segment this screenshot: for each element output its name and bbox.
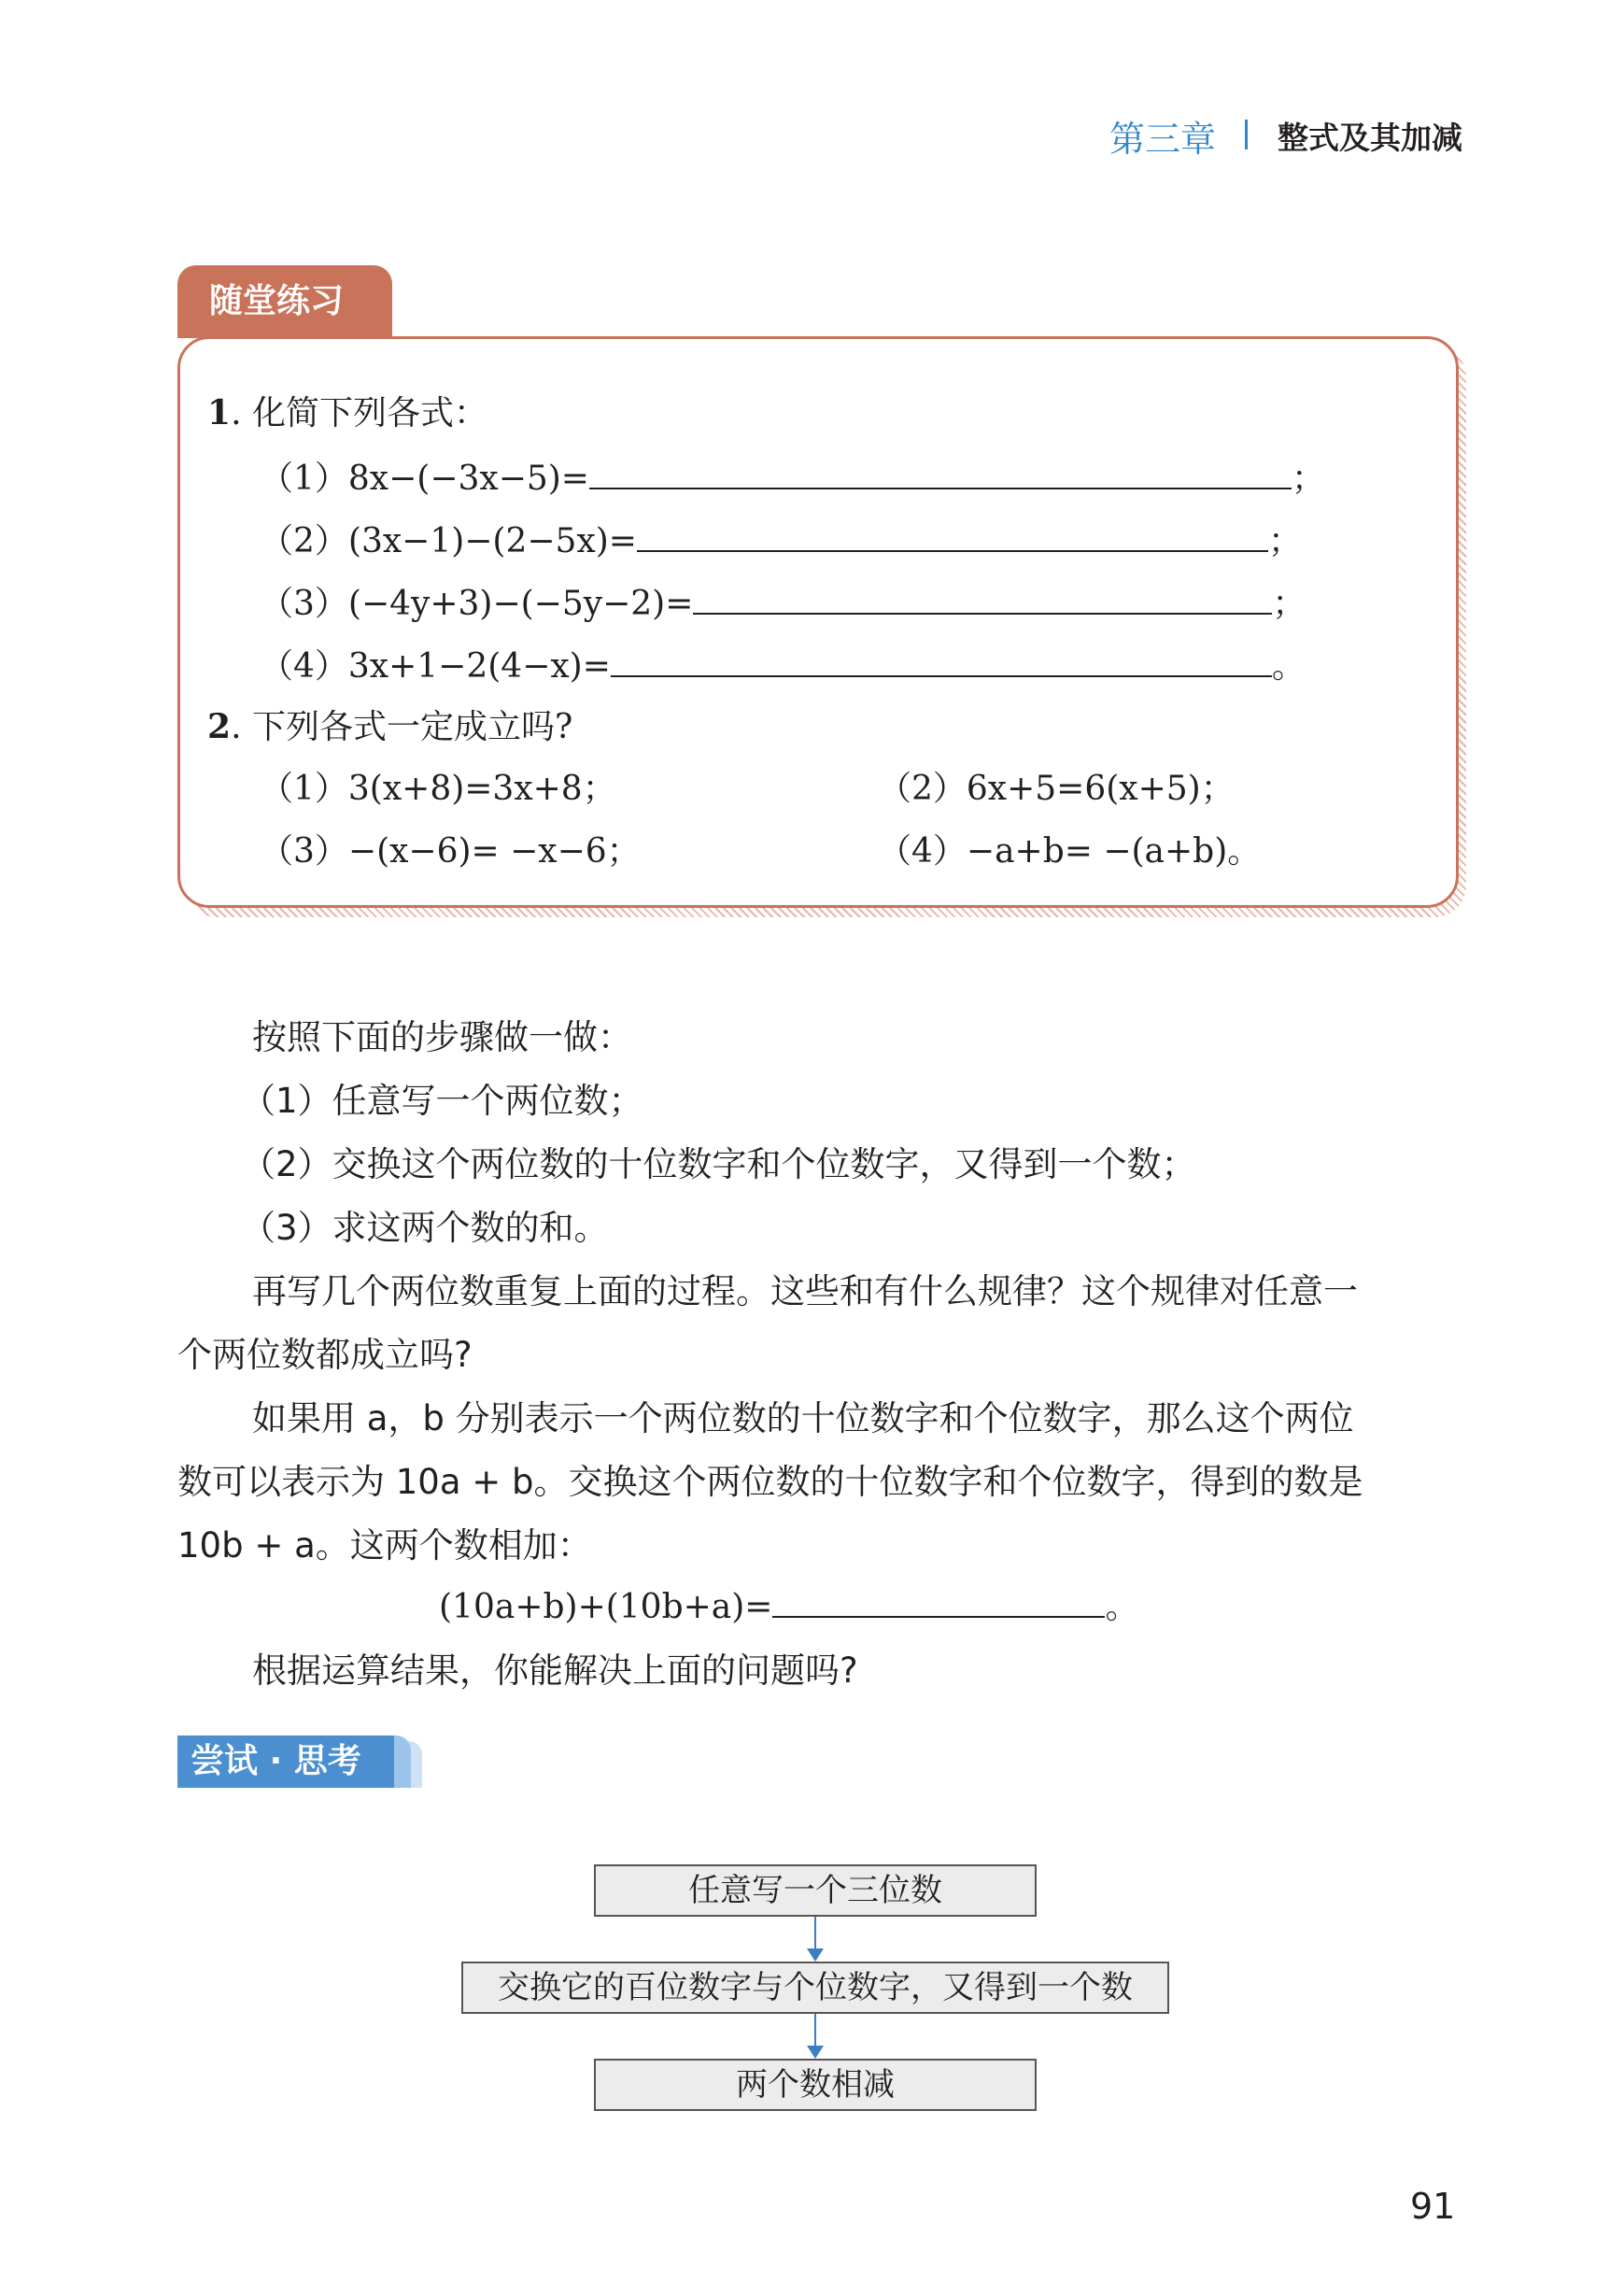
question-1: 1. 化简下列各式： [207, 393, 487, 432]
equation-blank[interactable] [772, 1588, 1105, 1618]
question-number: 1 [207, 393, 232, 432]
paragraph-2-line-2: 个两位数都成立吗? [177, 1335, 473, 1375]
flow-arrow-icon [807, 1948, 824, 1962]
page-number: 91 [1410, 2186, 1456, 2227]
question-2: 2. 下列各式一定成立吗? [207, 707, 573, 746]
item-end: 。 [1271, 647, 1306, 686]
item-expr: (3x−1)−(2−5x)= [347, 522, 637, 560]
question-text: 下列各式一定成立吗? [251, 708, 573, 746]
item-expr: (−4y+3)−(−5y−2)= [347, 585, 694, 623]
q2-item-4: （4）−a+b= −(a+b)。 [878, 832, 1262, 871]
q1-item-4 [260, 647, 1306, 684]
item-label: （1） [260, 460, 348, 498]
exercise-tab: 随堂练习 [177, 265, 392, 338]
q1-item-3 [260, 585, 1306, 621]
paragraph-3-line-2: 数可以表示为 10a + b。交换这个两位数的十位数字和个位数字，得到的数是 [177, 1462, 1363, 1502]
question-number: 2 [207, 707, 232, 746]
question-text: 化简下列各式： [251, 394, 487, 432]
item-expr: 3x+1−2(4−x)= [347, 647, 611, 686]
step-1: （1）任意写一个两位数； [241, 1081, 643, 1121]
step-3: （3）求这两个数的和。 [241, 1208, 609, 1248]
flow-arrow-line [814, 2014, 816, 2049]
equation-end: 。 [1105, 1588, 1139, 1626]
q2-item-2: （2）6x+5=6(x+5)； [878, 770, 1235, 808]
flow-step-3: 两个数相减 [594, 2059, 1037, 2111]
item-label: （3） [260, 585, 348, 623]
paragraph-3-line-3: 10b + a。这两个数相加： [177, 1525, 592, 1565]
chapter-label: 第三章 [1109, 119, 1217, 160]
item-label: （2） [260, 522, 348, 560]
item-expr: 8x−(−3x−5)= [347, 460, 589, 498]
flow-step-1: 任意写一个三位数 [594, 1864, 1037, 1917]
flow-arrow-line [814, 1917, 816, 1952]
header-separator [1245, 120, 1248, 149]
answer-blank[interactable] [589, 460, 1292, 489]
paragraph-4: 根据运算结果，你能解决上面的问题吗? [252, 1650, 858, 1691]
answer-blank[interactable] [693, 585, 1272, 615]
paragraph-3-line-1: 如果用 a，b 分别表示一个两位数的十位数字和个位数字，那么这个两位 [252, 1398, 1354, 1438]
intro-text: 按照下面的步骤做一做： [252, 1017, 632, 1057]
answer-blank[interactable] [637, 522, 1268, 552]
item-end: ； [1267, 522, 1302, 560]
chapter-title: 整式及其加减 [1278, 120, 1462, 156]
equation [439, 1588, 1138, 1624]
try-think-tab: 尝试 · 思考 [177, 1735, 394, 1788]
q2-item-3: （3）−(x−6)= −x−6； [260, 832, 641, 871]
item-end: ； [1272, 585, 1306, 623]
answer-blank[interactable] [611, 647, 1272, 677]
flow-step-2: 交换它的百位数字与个位数字，又得到一个数 [461, 1962, 1169, 2014]
q2-item-1: （1）3(x+8)=3x+8； [260, 770, 616, 808]
paragraph-2-line-1: 再写几个两位数重复上面的过程。这些和有什么规律？这个规律对任意一 [252, 1271, 1358, 1311]
q1-item-1 [260, 460, 1325, 496]
flow-arrow-icon [807, 2046, 824, 2059]
equation-expr: (10a+b)+(10b+a)= [439, 1588, 773, 1626]
q1-item-2 [260, 522, 1302, 559]
item-end: ； [1291, 460, 1325, 498]
item-label: （4） [260, 647, 348, 686]
step-2: （2）交换这个两位数的十位数字和个位数字，又得到一个数； [241, 1144, 1196, 1184]
